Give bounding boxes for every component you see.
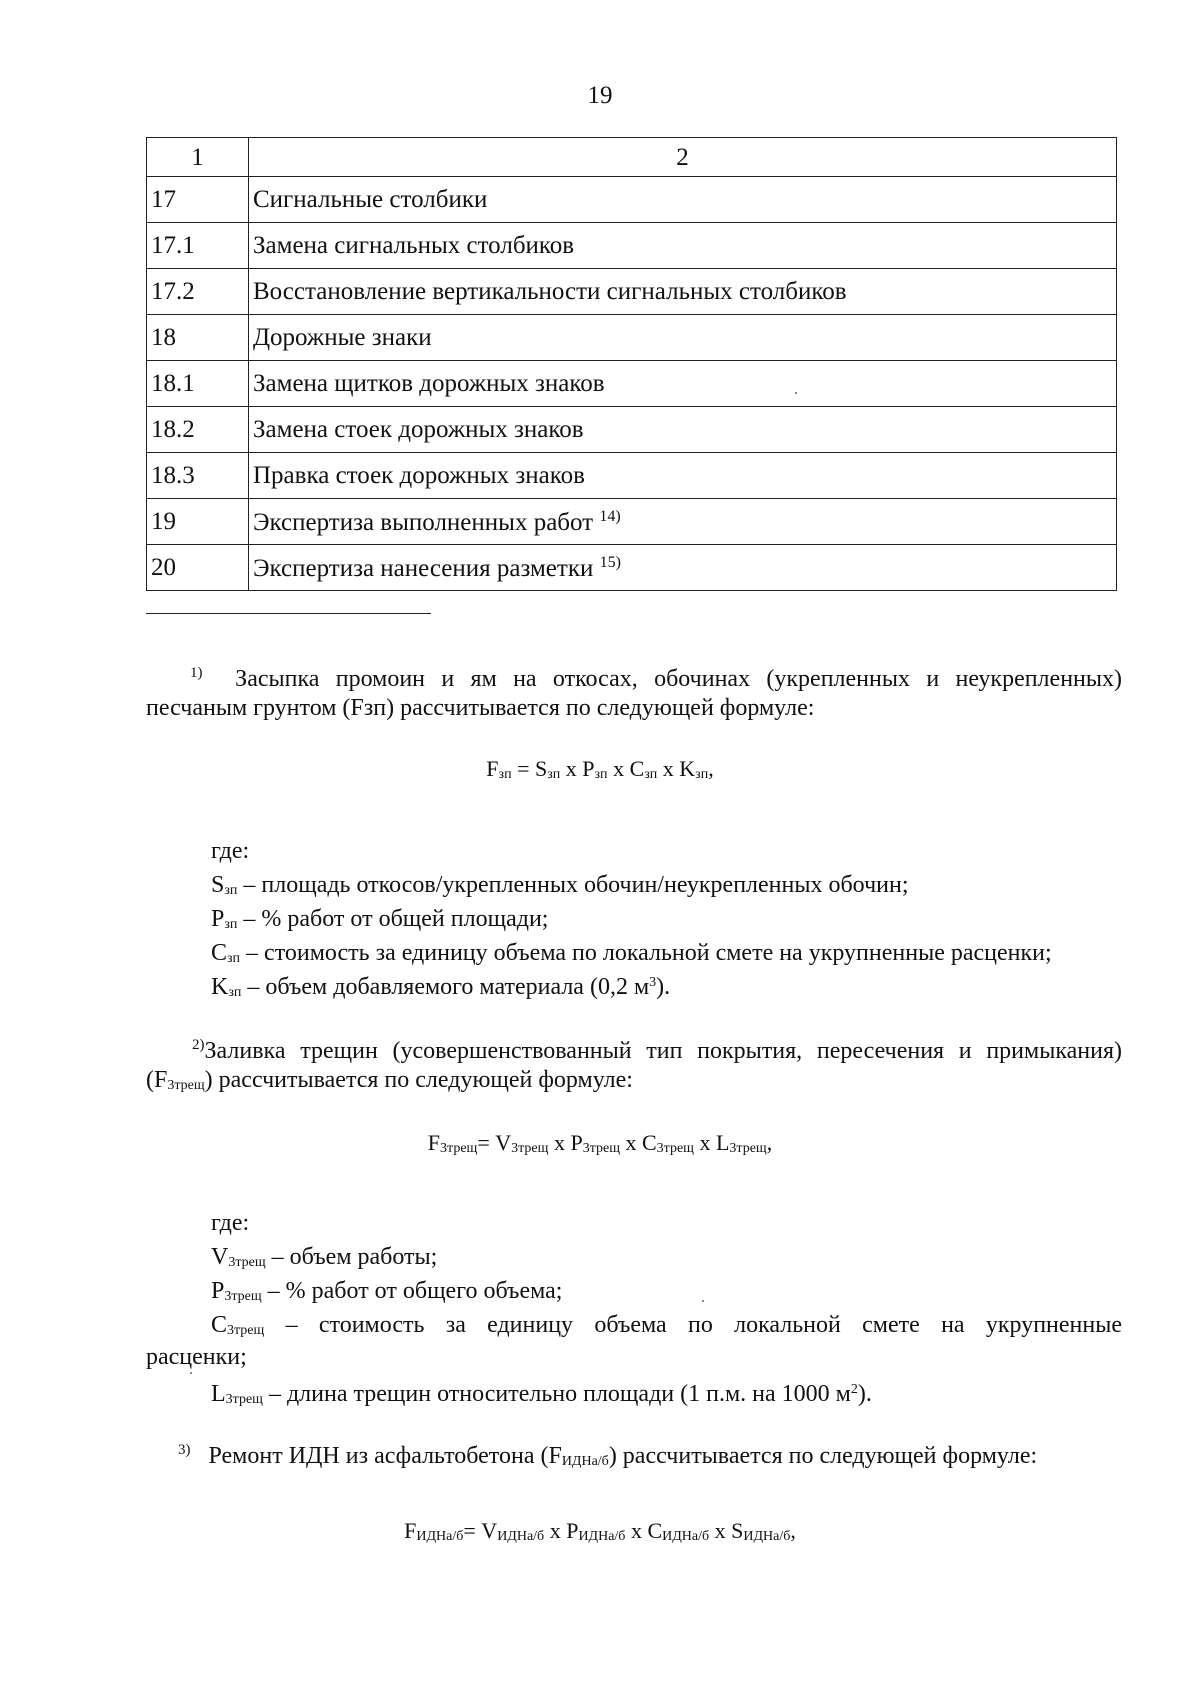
definition-item: $P_{3трещ}$ – % работ от общего объема; xyxy=(211,1278,563,1304)
footnote-text: Засыпка промоин и ям на откосах, обочинах (укрепленных и неукрепленных) xyxy=(235,666,1122,692)
definition-item: $K_{зп}$ – объем добавляемого материала (0,2 $м^3$). xyxy=(211,974,671,1000)
formula-operator: x xyxy=(607,756,630,781)
formula-subscript: ИДНа/б xyxy=(743,1529,791,1544)
definition-item-continued: расценки; xyxy=(146,1344,247,1370)
definition-item: $C_{зп}$ – стоимость за единицу объема по локальной смете на укрупненные расценки; xyxy=(211,940,1052,966)
row-text: Экспертиза выполненных работ xyxy=(253,508,600,536)
row-text-cell xyxy=(249,545,1117,591)
where-label: где: xyxy=(211,1210,250,1236)
formula-symbol: P xyxy=(570,1130,583,1155)
row-text: Экспертиза нанесения разметки xyxy=(253,554,600,582)
footnote-marker: 1) xyxy=(190,665,203,681)
page-number: 19 xyxy=(587,82,613,109)
formula-symbol: V xyxy=(481,1518,498,1543)
table-row xyxy=(147,177,1117,223)
footnote-marker: 2) xyxy=(192,1037,205,1053)
row-number: 20 xyxy=(147,545,249,591)
formula-operator: x xyxy=(619,1130,642,1155)
formula-subscript: 3трещ xyxy=(729,1141,767,1156)
table-row xyxy=(147,269,1117,315)
formula-subscript: ИДНа/б xyxy=(416,1529,464,1544)
formula-symbol: L xyxy=(715,1130,730,1155)
formula-symbol: F xyxy=(486,756,499,781)
formula-operator: x xyxy=(657,756,680,781)
works-table xyxy=(146,137,1117,591)
footnote-separator xyxy=(146,613,431,614)
formula-subscript: 3трещ xyxy=(511,1141,549,1156)
formula-symbol: C xyxy=(641,1130,657,1155)
where-label: где: xyxy=(211,838,250,864)
formula-operator: x xyxy=(693,1130,716,1155)
row-text: Дорожные знаки xyxy=(249,315,1117,361)
table-header-cell: 1 xyxy=(147,138,249,177)
formula-symbol: K xyxy=(679,756,696,781)
row-text: Замена сигнальных столбиков xyxy=(249,223,1117,269)
definition-item: $P_{зп}$ – % работ от общей площади; xyxy=(211,906,549,932)
footnote-3-line: $^{3)}$ Ремонт ИДН из асфальтобетона $(F_{ИДНа/б})$ рассчитывается по следующей формуле: xyxy=(178,1442,1038,1469)
formula-symbol: C xyxy=(629,756,645,781)
scan-speck xyxy=(795,392,797,394)
table-row xyxy=(147,453,1117,499)
footnote-ref: 14) xyxy=(599,507,621,525)
definition-item: $C_{3трещ}$ – стоимость за единицу объема по локальной смете на укрупненные xyxy=(211,1312,1122,1338)
table-row xyxy=(147,407,1117,453)
formula-symbol: P xyxy=(582,756,595,781)
definition-item: $V_{3трещ}$ – объем работы; xyxy=(211,1244,438,1270)
formula-subscript: зп xyxy=(547,767,561,782)
formula-subscript: зп xyxy=(695,767,709,782)
formula-subscript: ИДНа/б xyxy=(662,1529,710,1544)
row-number: 19 xyxy=(147,499,249,545)
row-text: Сигнальные столбики xyxy=(249,177,1117,223)
row-number: 18.2 xyxy=(147,407,249,453)
table-row xyxy=(147,361,1117,407)
formula-symbol: V xyxy=(495,1130,512,1155)
definition-item: $S_{зп}$ – площадь откосов/укрепленных обочин/неукрепленных обочин; xyxy=(211,872,909,898)
formula-subscript: зп xyxy=(644,767,658,782)
formula-symbol: S xyxy=(731,1518,744,1543)
footnote-1-line-2: песчаным грунтом (Fзп) рассчитывается по следующей формуле: xyxy=(146,695,815,721)
formula-1 xyxy=(0,756,1200,783)
formula-subscript: ИДНа/б xyxy=(497,1529,545,1544)
formula-operator: , xyxy=(766,1130,773,1155)
footnote-ref: 15) xyxy=(599,553,621,571)
formula-subscript: зп xyxy=(594,767,608,782)
row-text: Замена стоек дорожных знаков xyxy=(249,407,1117,453)
formula-3 xyxy=(0,1518,1200,1545)
formula-operator: x xyxy=(625,1518,648,1543)
formula-symbol: P xyxy=(566,1518,579,1543)
row-number: 17.2 xyxy=(147,269,249,315)
footnote-text: Заливка трещин (усовершенствованный тип покрытия, пересечения и примыкания) xyxy=(204,1038,1122,1064)
formula-operator: = xyxy=(511,756,535,781)
table-header-cell: 2 xyxy=(249,138,1117,177)
row-text: Восстановление вертикальности сигнальных столбиков xyxy=(249,269,1117,315)
formula-subscript: 3трещ xyxy=(440,1141,478,1156)
row-number: 17 xyxy=(147,177,249,223)
formula-subscript: зп xyxy=(498,767,512,782)
formula-operator: , xyxy=(790,1518,796,1543)
scan-speck xyxy=(190,1372,192,1374)
table-row xyxy=(147,223,1117,269)
table-row xyxy=(147,315,1117,361)
formula-operator: = xyxy=(477,1130,496,1155)
formula-symbol: F xyxy=(427,1130,441,1155)
table-header-row xyxy=(147,138,1117,177)
table-row xyxy=(147,499,1117,545)
row-text: Замена щитков дорожных знаков xyxy=(249,361,1117,407)
formula-operator: x xyxy=(544,1518,567,1543)
formula-2 xyxy=(0,1130,1200,1157)
formula-subscript: ИДНа/б xyxy=(578,1529,626,1544)
formula-symbol: F xyxy=(404,1518,417,1543)
formula-subscript: 3трещ xyxy=(656,1141,694,1156)
footnote-2-line-2: $(F_{3трещ})$ рассчитывается по следующей формуле: xyxy=(146,1067,633,1093)
row-number: 18 xyxy=(147,315,249,361)
definition-item: $L_{3трещ}$ – длина трещин относительно площади (1 п.м. на 1000 $м^2$). xyxy=(211,1381,872,1407)
formula-operator: = xyxy=(463,1518,482,1543)
formula-operator: x xyxy=(560,756,583,781)
formula-symbol: C xyxy=(647,1518,663,1543)
row-text-cell xyxy=(249,499,1117,545)
row-number: 17.1 xyxy=(147,223,249,269)
formula-symbol: S xyxy=(535,756,548,781)
formula-operator: x xyxy=(548,1130,571,1155)
formula-operator: , xyxy=(708,756,714,781)
formula-subscript: 3трещ xyxy=(582,1141,620,1156)
row-number: 18.1 xyxy=(147,361,249,407)
formula-operator: x xyxy=(709,1518,732,1543)
scan-speck xyxy=(702,1300,704,1302)
row-number: 18.3 xyxy=(147,453,249,499)
footnote-marker: 3) xyxy=(178,1442,191,1458)
table-row xyxy=(147,545,1117,591)
row-text: Правка стоек дорожных знаков xyxy=(249,453,1117,499)
